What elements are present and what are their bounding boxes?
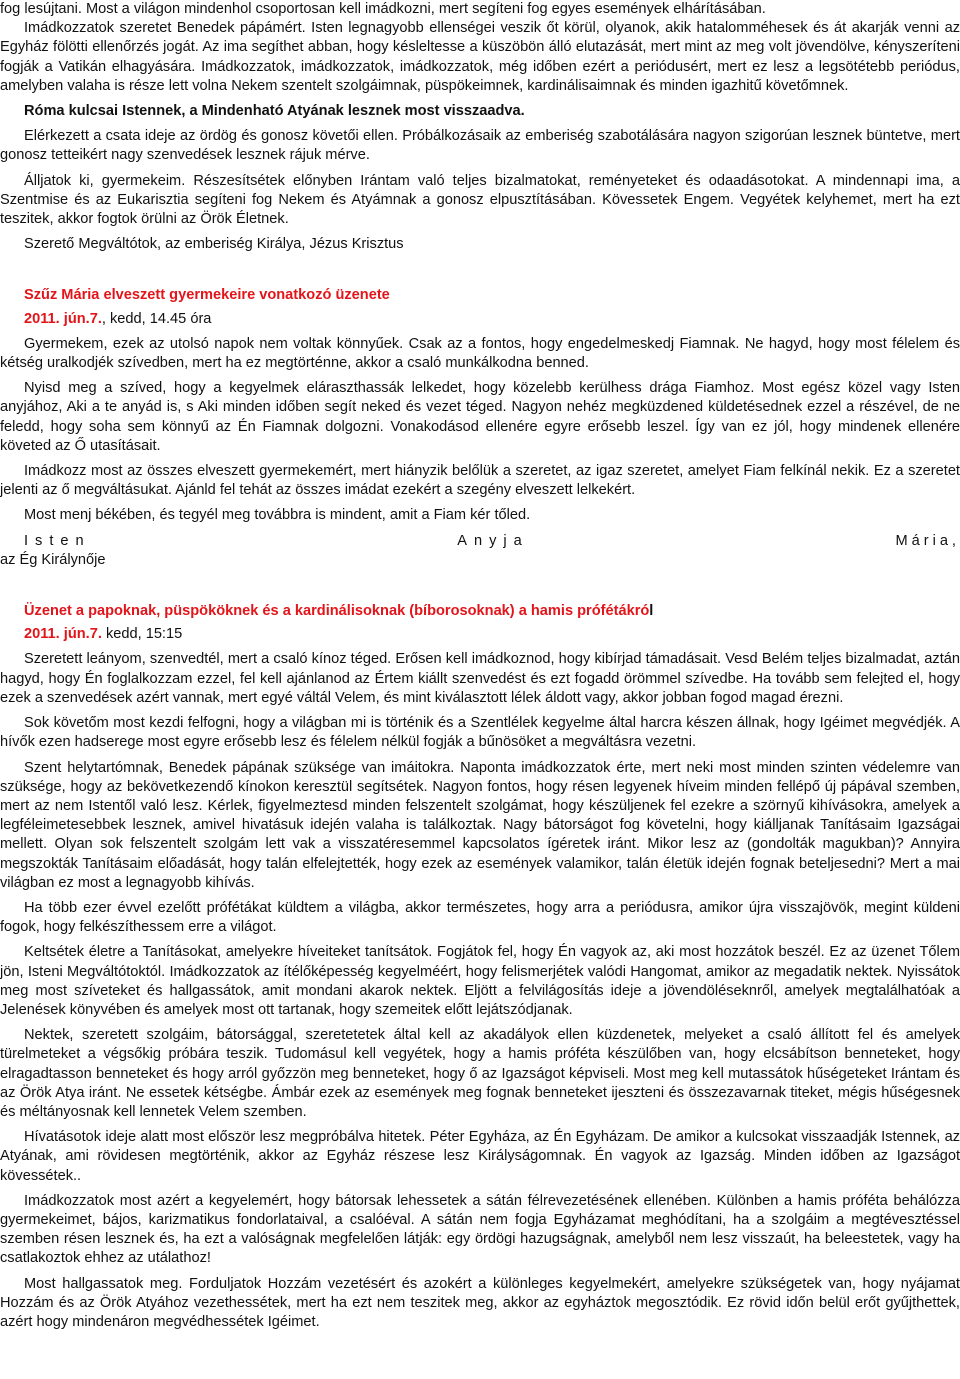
section2-paragraph-7: Hívatásotok ideje alatt most először lesz megpróbálva hitetek. Péter Egyháza, az Én Egyházam. De amikor a kulcsokat visszaadják Istennek, az Atyának, ami rövidesen megtörténik, akkor az Egyház részese lesz Királyságomnak. Én vagyok az Igazság. Minden időben az Igazságot kövessétek.. [0,1129,960,1184]
section1-paragraph-4: Most menj békében, és tegyél meg továbbra is mindent, amit a Fiam kér tőled. [24,507,531,524]
section2-paragraph-6: Nektek, szeretett szolgáim, bátorsággal, szeretetetek által kell az akadályok ellen küzdenetek, melyeket a csaló állított fel és amelyek türelmeteket a végsőkig próbára teszik. Tudomásul kell vegyétek, hogy a hamis próféta készülőben van, hogy elcsábítson benneteket, hogy elragadtasson benneteket és hogy arról győzzön meg benneteket, hogy ő az Igazságot képviseli. Most meg kell mutassátok hűségeteket Irántam és az Örök Atya iránt. Ne essetek kétségbe. Ámbár ezek az események meg fognak benneteket ijeszteni és összezavarnak titeket, mégis hűségesnek és méltányosnak kell lennetek Velem szemben. [0,1027,960,1120]
section2-paragraph-1: Szeretett leányom, szenvedtél, mert a csaló kínoz téged. Erősen kell imádkoznod, hogy kibírjad támadásait. Vesd Belém teljes bizalmadat, aztán hagyd, hogy Én foglalkozzam ezzel, fel kell ajánlanod az Értem kiállt szenvedést és ezt fogadd örömmel szívedbe. Ha tovább sem felejted el, hogy ezek a szenvedések azért vannak, mert egyé váltál Velem, és mint kiválasztott lélek áldott vagy, akkor jobban fogod magad érezni. [0,651,960,706]
section2-paragraph-3: Szent helytartómnak, Benedek pápának szüksége van imáitokra. Naponta imádkozzatok érte, mert neki most minden szinten védelemre van szüksége, hogy az bekövetkezendő kínokon keresztül segítsétek. Nagyon fontos, hogy résen legyenek híveim minden fellépő új pápával szemben, mert az nem Istentől való lesz. Kérlek, figyelmeztesd minden felszentelt szolgámat, hogy készüljenek fel ezekre a szörnyű kihívásokra, amelyek a legféleimetesebbek lesznek, amivel hivatásuk idején valaha is találkoztak. Nagy bátorságot fog követelni, hogy kiálljanak Tanításaim Igazságai mellett. Olyan sok felszentelt szolgám lett vak a visszatéresemmel kapcsolatos ígéretek iránt. Mikor lesz az (gondolták magukban)? Annyira megszokták Tanításaim előadását, hogy talán elfelejtették, hogy ezek az események valamikor, talán életük idején fognak beteljesedni? Mert a mai világban ez most a legnagyobb kihívás. [0,759,960,891]
intro-paragraph-4: Elérkezett a csata ideje az ördög és gonosz követői ellen. Próbálkozásaik az emberiség szabotálására nagyon szigorúan lesznek büntetve, mert gonosz tetteikért nagy szenvedések lesznek rájuk mérve. [0,128,960,164]
section2-title-end: l [649,603,654,620]
signature-word-3: Mária, [895,532,960,549]
section2-paragraph-2: Sok követőm most kezdi felfogni, hogy a világban mi is történik és a Szentlélek kegyelme által harcra készen állnak, hogy Igéimet megvédjék. A hívők ezen hadserege most egyre erősebb lesz és félelem nélkül fogják a bűnösöket a megváltásra vezetni. [0,715,960,751]
section2-date: 2011. jún.7. [24,626,102,643]
section1-date: 2011. jún.7. [24,310,102,327]
section2-date-line [0,625,960,644]
intro-paragraph-1: fog lesújtani. Most a világon mindenhol csoportosan kell imádkozni, mert segíteni fog egyes események elhárításában. [0,1,766,17]
intro-paragraph-2: Imádkozzatok szeretet Benedek pápámért. Isten legnagyobb ellenségei veszik őt körül, olyanok, akik hatalomméhesek és át akarják venni az Egyház fölötti ellenőrzés jogát. Az ima segíthet abban, hogy késleltesse a küszöbön álló elutazását, mert mint az meg volt jövendölve, kényszeríteni fogják a Vatikán elhagyására. Imádkozzatok, imádkozzatok, imádkozzatok, még időben ezért a periódusért, mert ez lesz a legsötétebb periódus, amelyben valaha is része lett volna Nekem szentelt szolgáimnak, püspökeimnek, kardinálisaimnak és minden igazhitű követőmnek. [0,20,960,94]
section2-paragraph-5: Keltsétek életre a Tanításokat, amelyekre híveiteket tanítsátok. Fogjátok fel, hogy Én vagyok az, aki most hozzátok beszél. Ez az üzenet Tőlem jön, Isteni Megváltótoktól. Imádkozzatok az ítélőképesség kegyelméért, hogy felismerjétek valódi Hangomat, amikor az megadatik nektek. Nyissátok meg most szíveteket és hallgassátok, amit mondani akarok nektek. Eljött a felvilágosítás ideje a jövendöléseknről, amelyek megtalálhatóak a Jelenések könyvében és amelyek most ott tartanak, hogy szemeitek előtt lejátszódjanak. [0,944,960,1018]
section1-paragraph-2: Nyisd meg a szíved, hogy a kegyelmek eláraszthassák lelkedet, hogy közelebb kerülhess drága Fiamhoz. Most egész közel vagy Isten anyjához, Aki a te anyád is, s Aki minden időben segít neked és vezet téged. Nagyon nehéz megküzdened küldetésednek ezzel a részével, de ne feledd, hogy soha sem könnyű az Én Fiamnak dolgozni. Vonakodásod ellenére egyre erősebb leszel. Így van ez jól, hogy mindenek ellenére követed az Ő utasításait. [0,380,960,454]
signature-word-2: Anyja [457,532,529,549]
section1-title: Szűz Mária elveszett gyermekeire vonatkozó üzenete [24,287,390,304]
section2-title-line [0,602,960,621]
section1-date-line [0,310,960,329]
section1-paragraph-3: Imádkozz most az összes elveszett gyermekemért, mert hiányzik belőlük a szeretet, az igaz szeretet, amelyet Fiam felkínál nekik. Ez a szeretet jelenti az ő megváltásukat. Ajánld fel tehát az összes imádat ezekért a szegény elveszett lelkekért. [0,463,960,499]
intro-paragraph-5: Álljatok ki, gyermekeim. Részesítsétek előnyben Irántam való teljes bizalmatokat, reményeteket és odaadásotokat. A mindennapi ima, a Szentmise és az Eukarisztia segíteni fog Nekem és Atyámnak a gonosz elpusztításában. Kövessetek Engem. Vegyétek kelyhemet, mert ha ezt teszitek, akkor fogtok örülni az Örök Életnek. [0,172,960,228]
intro-paragraph-3: Róma kulcsai Istennek, a Mindenható Atyának lesznek most visszaadva. [24,103,525,120]
section2-paragraph-9: Most hallgassatok meg. Forduljatok Hozzám vezetésért és azokért a különleges kegyelmekért, amelyekre szükségetek van, hogy nyájamat Hozzám és az Örök Atyához vezethessétek, mert ha ezt nem teszitek meg, akkor az egyháztok megosztódik. Ez rövid időn belül erőt gyűjthettek, azért hogy mindenáron megvédhessétek Igéimet. [0,1275,960,1330]
section2-title: Üzenet a papoknak, püspököknek és a kardinálisoknak (bíborosoknak) a hamis prófétákró [24,603,650,620]
intro-signature: Szerető Megváltótok, az emberiség Királya, Jézus Krisztus [24,236,404,253]
signature-word-1: Isten [24,532,91,549]
section2-paragraph-8: Imádkozzatok most azért a kegyelemért, hogy bátorsak lehessetek a sátán félrevezetésének ellenében. Különben a hamis próféta behálózza gyermekeimet, bájos, karizmatikus fondorlataival, a csalóéval. A sátán nem fogja Egyházamat meghódítani, ha a szolgáim a megtévesztéssel szemben résen lesznek és, ha ezt a valóságnak megfelelően látják: egy ördögi hazugságnak, amelyből nem lesz visszaút, ha beleestetek, vagy ha csatlakoztok ehhez az utálathoz! [0,1192,960,1267]
section1-paragraph-1: Gyermekem, ezek az utolsó napok nem voltak könnyűek. Csak az a fontos, hogy engedelmeskedj Fiamnak. Ne hagyd, hogy most félelem és kétség uralkodjék szívedben, mert ha ez megtörténne, akkor a csaló munkálkodna benned. [0,335,960,372]
section1-time: , kedd, 14.45 óra [101,310,212,327]
section1-signature [0,532,960,551]
section2-time: kedd, 15:15 [101,626,183,643]
section1-signature-line-2: az Ég Királynője [0,551,106,568]
section2-paragraph-4: Ha több ezer évvel ezelőtt prófétákat küldtem a világba, akkor természetes, hogy arra a periódusra, amikor újra visszajövök, megint küldeni fogok, hogy felkészíthessem erre a világot. [0,899,960,936]
